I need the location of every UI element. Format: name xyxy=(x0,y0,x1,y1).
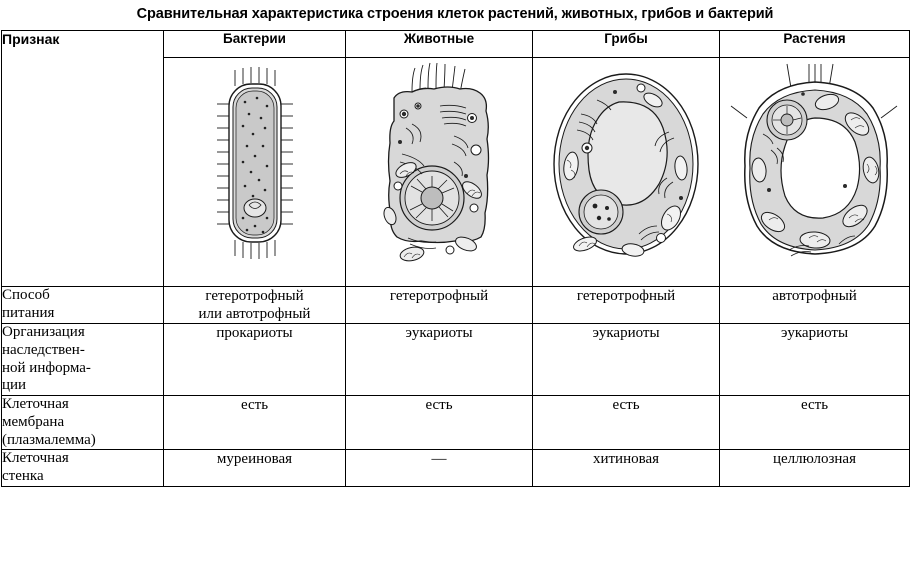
cell-nutrition-bacteria xyxy=(164,287,346,324)
row-label-line: Клеточная xyxy=(2,396,69,413)
cell-wall-animal: — xyxy=(346,450,533,486)
row-label-line: Организация xyxy=(2,324,85,341)
row-label-line: ции xyxy=(2,377,27,394)
row-label-line: Клеточная xyxy=(2,450,69,467)
cell-line: гетеротрофный xyxy=(205,288,304,305)
row-label-line: Способ xyxy=(2,287,50,304)
cell-membrane-bacteria: есть xyxy=(164,396,346,450)
table-row xyxy=(2,287,910,324)
table-row xyxy=(2,450,910,486)
table-row xyxy=(2,396,910,450)
row-label-line: ной информа- xyxy=(2,359,91,376)
cell-image-plant xyxy=(720,58,910,287)
row-label-cell-membrane xyxy=(2,396,164,450)
table-row xyxy=(2,324,910,396)
cell-image-bacteria xyxy=(164,58,346,287)
cell-image-animal xyxy=(346,58,533,287)
cell-wall-bacteria: муреиновая xyxy=(164,450,346,486)
cell-genetic-fungi: эукариоты xyxy=(533,324,720,396)
cell-genetic-bacteria: прокариоты xyxy=(164,324,346,396)
row-label-line: питания xyxy=(2,305,55,322)
cell-nutrition-plant: автотрофный xyxy=(720,287,910,324)
page-title: Сравнительная характеристика строения клеток растений, животных, грибов и бактерий xyxy=(136,6,774,22)
column-header-fungi: Грибы xyxy=(533,31,720,58)
cell-membrane-fungi: есть xyxy=(533,396,720,450)
comparison-table xyxy=(1,30,910,486)
cell-genetic-animal: эукариоты xyxy=(346,324,533,396)
cell-wall-fungi: хитиновая xyxy=(533,450,720,486)
plant-cell-diagram xyxy=(720,58,909,284)
row-label-line: мембрана xyxy=(2,413,65,430)
fungal-cell-diagram xyxy=(533,58,719,284)
row-label-cell-wall xyxy=(2,450,164,486)
cell-membrane-animal: есть xyxy=(346,396,533,450)
cell-nutrition-fungi: гетеротрофный xyxy=(533,287,720,324)
row-label-line: стенка xyxy=(2,467,44,484)
cell-nutrition-animal: гетеротрофный xyxy=(346,287,533,324)
row-label-line: (плазмалемма) xyxy=(2,431,96,448)
row-label-line: наследствен- xyxy=(2,342,85,359)
column-header-animals: Животные xyxy=(346,31,533,58)
table-header-row xyxy=(2,31,910,58)
column-header-plants: Растения xyxy=(720,31,910,58)
row-label-nutrition xyxy=(2,287,164,324)
cell-wall-plant: целлюлозная xyxy=(720,450,910,486)
animal-cell-diagram xyxy=(346,58,532,284)
column-header-bacteria: Бактерии xyxy=(164,31,346,58)
cell-membrane-plant: есть xyxy=(720,396,910,450)
cell-image-fungi xyxy=(533,58,720,287)
feature-column-header: Признак xyxy=(2,31,164,287)
cell-line: или автотрофный xyxy=(198,306,311,323)
bacteria-cell-diagram xyxy=(164,58,345,284)
row-label-genetic-organization xyxy=(2,324,164,396)
cell-genetic-plant: эукариоты xyxy=(720,324,910,396)
